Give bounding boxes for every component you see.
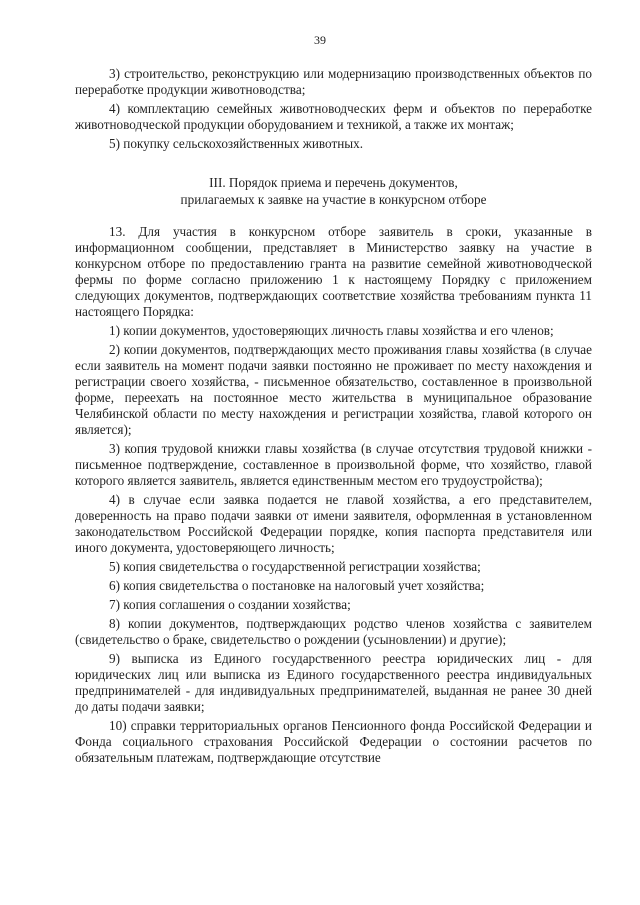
section-heading-line: прилагаемых к заявке на участие в конкурсном отборе: [180, 192, 487, 207]
list-item: 1) копии документов, удостоверяющих личность главы хозяйства и его членов;: [109, 323, 554, 338]
list-item: 7) копия соглашения о создании хозяйства;: [109, 597, 351, 612]
list-item: 3) копия трудовой книжки главы хозяйства (в случае отсутствия трудовой книжки - письменное подтверждение, составленное в произвольной форме, что хозяйство, главой которого является заявитель, является единственным местом его трудоустройства);: [75, 441, 592, 488]
document-body: [75, 66, 592, 766]
section-heading: [75, 174, 592, 208]
list-item: 5) копия свидетельства о государственной регистрации хозяйства;: [109, 559, 481, 574]
list-item: 9) выписка из Единого государственного реестра юридических лиц - для юридических лиц или выписка из Единого государственного реестра индивидуальных предпринимателей - для индивидуальных предпринимателей, выданная не ранее 30 дней до даты подачи заявки;: [75, 651, 592, 714]
list-item: 4) комплектацию семейных животноводческих ферм и объектов по переработке животноводческой продукции оборудованием и техникой, а также их монтаж;: [75, 101, 592, 132]
list-item: 10) справки территориальных органов Пенсионного фонда Российской Федерации и Фонда социального страхования Российской Федерации о состоянии расчетов по обязательным платежам, подтверждающие отсутствие: [75, 718, 592, 765]
list-item: 8) копии документов, подтверждающих родство членов хозяйства с заявителем (свидетельство о браке, свидетельство о рождении (усыновлении) и другие);: [75, 616, 592, 647]
section-heading-line: III. Порядок приема и перечень документов,: [209, 175, 458, 190]
page-number: 39: [314, 33, 326, 47]
list-item: 4) в случае если заявка подается не главой хозяйства, а его представителем, доверенность на право подачи заявки от имени заявителя, оформленная в установленном законодательством Российской Федерации порядке, копия паспорта представителя или иного документа, удостоверяющего личность;: [75, 492, 592, 555]
list-item: 5) покупку сельскохозяйственных животных.: [109, 136, 364, 151]
paragraph: 13. Для участия в конкурсном отборе заявитель в сроки, указанные в информационном сообщении, представляет в Министерство заявку на участие в конкурсном отборе по предоставлению гранта на развитие семейной животноводческой фермы по форме согласно приложению 1 к настоящему Порядку с приложением следующих документов, подтверждающих соответствие хозяйства требованиям пункта 11 настоящего Порядка:: [75, 224, 592, 319]
list-item: 3) строительство, реконструкцию или модернизацию производственных объектов по переработке продукции животноводства;: [75, 66, 592, 97]
list-item: 6) копия свидетельства о постановке на налоговый учет хозяйства;: [109, 578, 485, 593]
list-item: 2) копии документов, подтверждающих место проживания главы хозяйства (в случае если заявитель на момент подачи заявки постоянно не проживает по месту нахождения и регистрации своего хозяйства, - письменное обязательство, составленное в произвольной форме, переехать на постоянное место жительства в муниципальное образование Челябинской области по месту нахождения и регистрации хозяйства, главой которого он является);: [75, 342, 592, 437]
